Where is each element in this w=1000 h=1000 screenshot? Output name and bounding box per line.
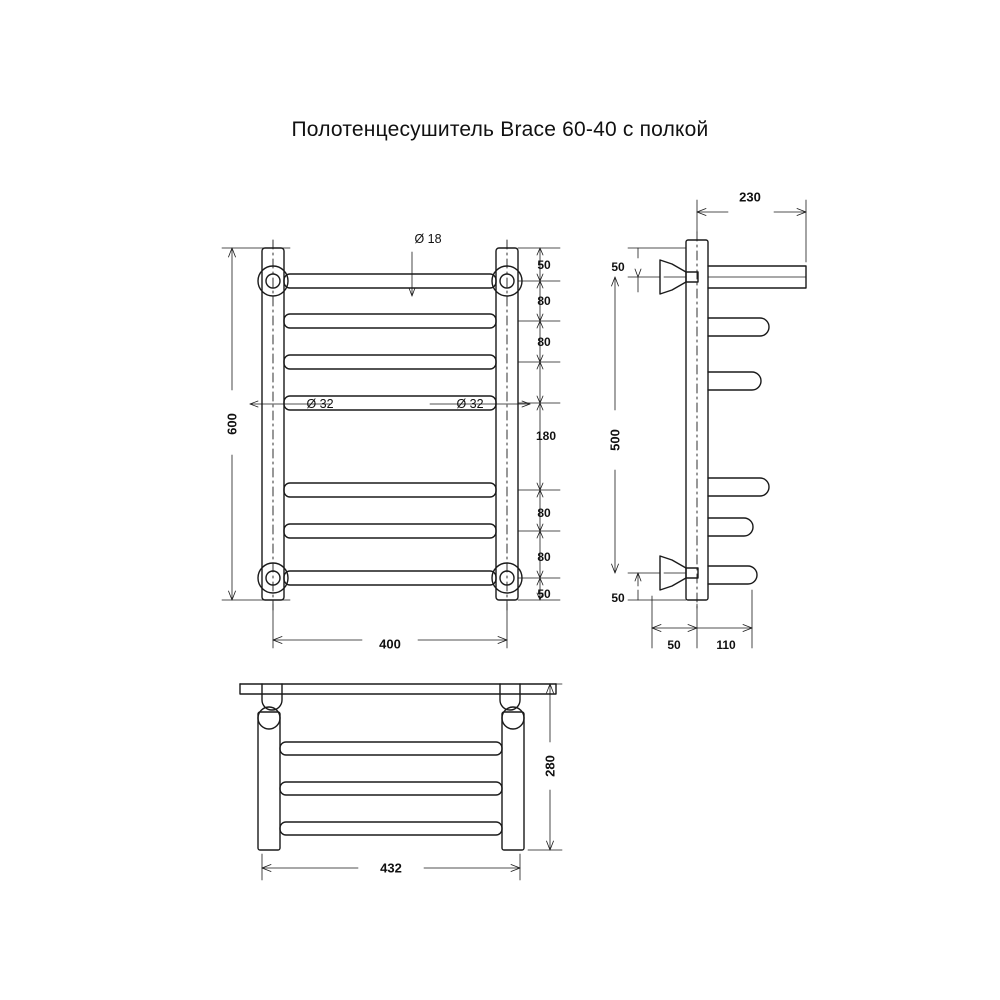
top-width-label: 432 (380, 860, 402, 876)
front-pipe-diameter-top-label: Ø 18 (414, 232, 442, 246)
side-height-label: 500 (607, 429, 623, 451)
side-wall-bracket-top (660, 260, 698, 294)
front-height-label: 600 (224, 413, 240, 435)
front-segment-label-4: 180 (535, 429, 557, 443)
side-dim-lines (612, 200, 807, 648)
front-segment-label-5: 80 (537, 506, 551, 520)
side-bracket-depth-label: 50 (667, 638, 681, 652)
front-pipe-diameter-right-label: Ø 32 (456, 397, 484, 411)
top-depth-label: 280 (542, 755, 558, 777)
side-depth-label: 230 (739, 189, 761, 205)
front-flanges (258, 266, 522, 593)
front-segment-label-7: 50 (537, 587, 551, 601)
front-segment-label-3: 80 (537, 335, 551, 349)
side-top-offset-label: 50 (611, 260, 625, 274)
front-segment-label-1: 50 (537, 258, 551, 272)
front-rungs (284, 274, 496, 585)
front-pipe-diameter-left-label: Ø 32 (306, 397, 334, 411)
side-bar-depth-label: 110 (716, 638, 736, 652)
page-title: Полотенцесушитель Brace 60-40 с полкой (291, 118, 709, 141)
top-view-body (240, 684, 556, 850)
front-segment-label-6: 80 (537, 550, 551, 564)
side-wall-bracket-bottom (660, 556, 698, 590)
side-view-body (660, 232, 806, 612)
front-segment-label-2: 80 (537, 294, 551, 308)
front-width-label: 400 (379, 636, 401, 652)
side-bottom-offset-label: 50 (611, 591, 625, 605)
